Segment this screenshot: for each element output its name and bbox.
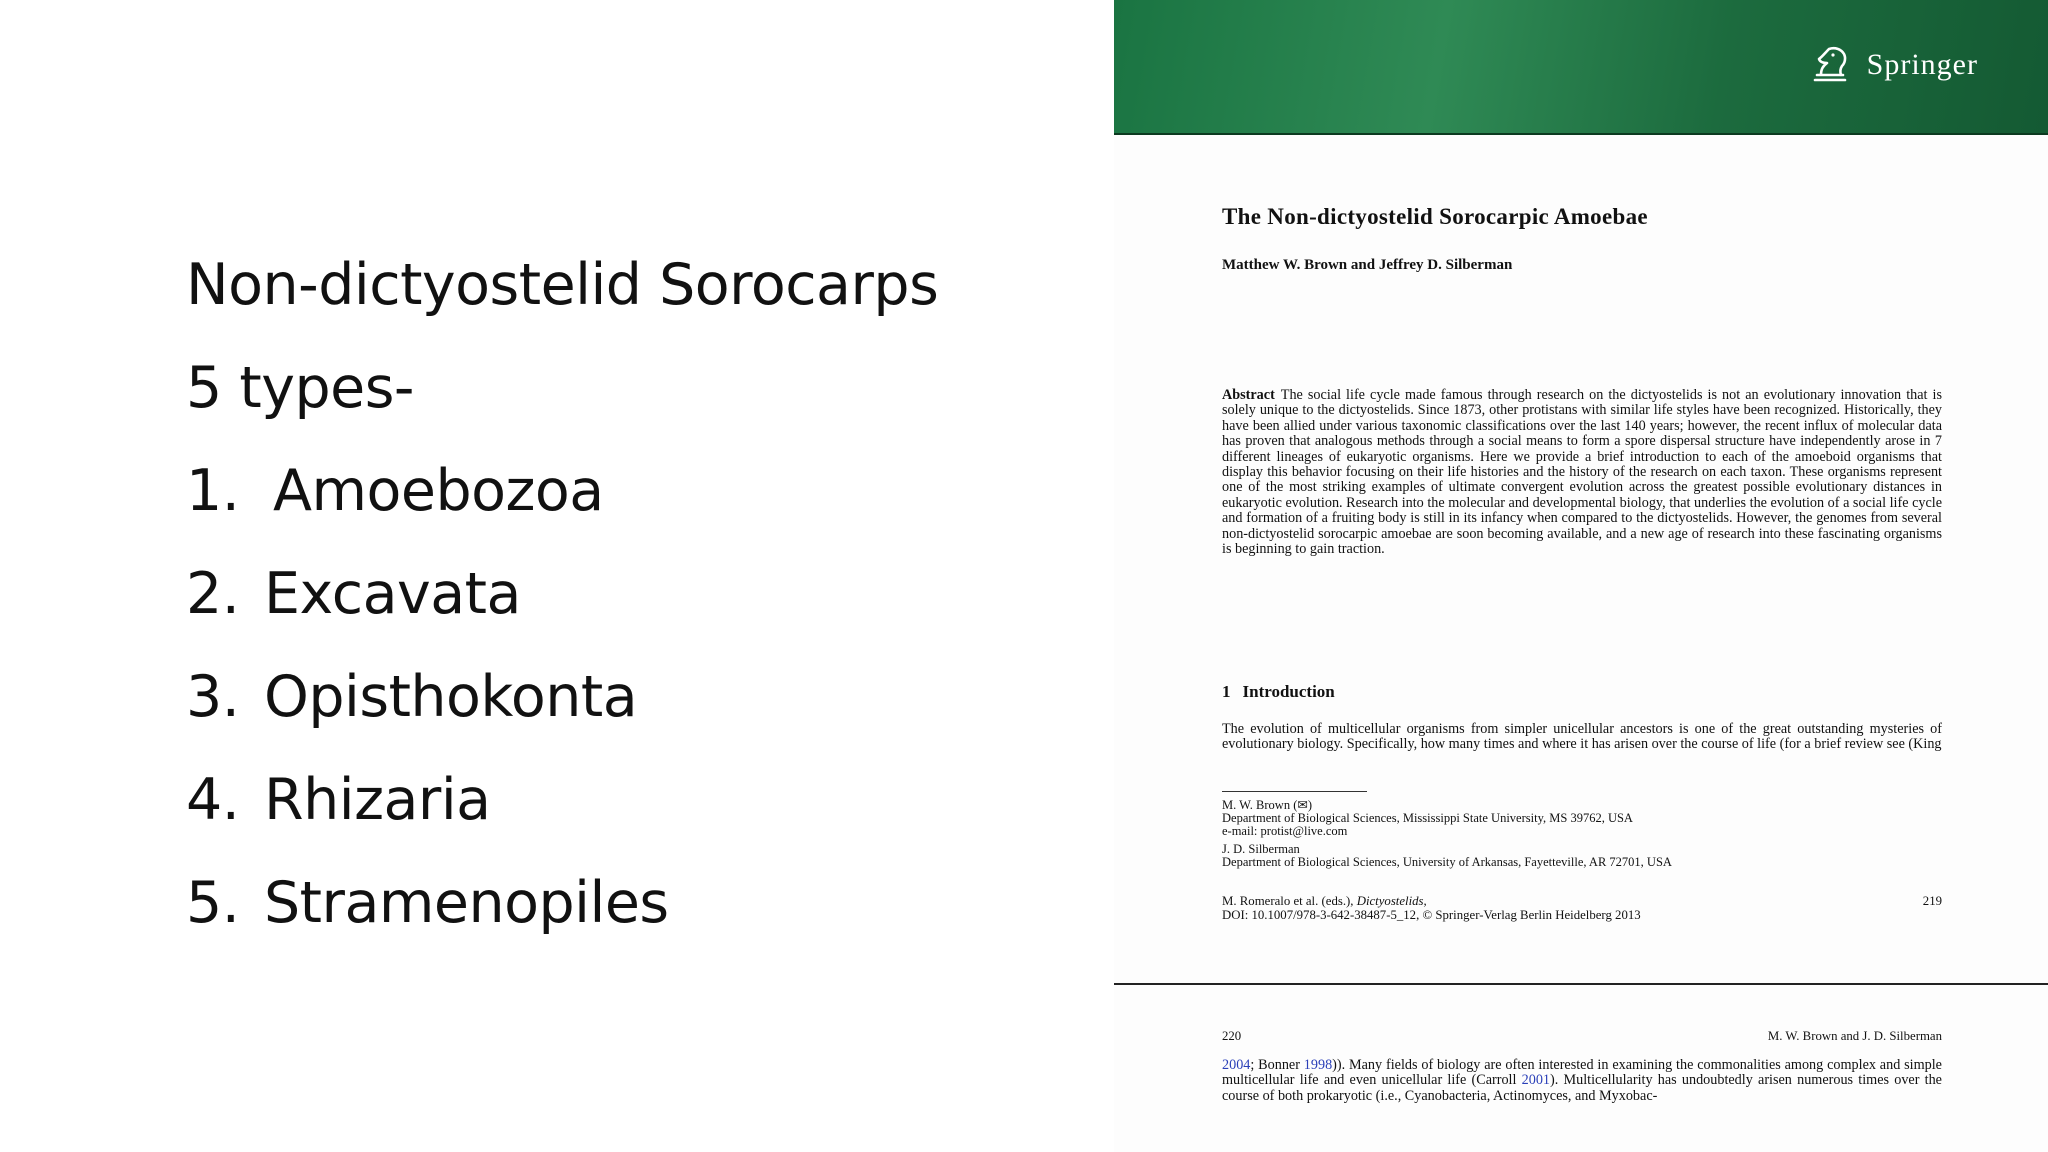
citation-link[interactable]: 1998	[1303, 1057, 1333, 1073]
slide-heading: Non-dictyostelid Sorocarps	[186, 252, 939, 318]
paragraph-text: ; Bonner	[1250, 1057, 1304, 1073]
list-item-number: 1.	[186, 458, 240, 524]
chess-knight-icon	[1807, 44, 1857, 86]
footnote-author1-email: e-mail: protist@live.com	[1222, 824, 1348, 838]
springer-logo	[1807, 44, 1978, 86]
paper-title: The Non-dictyostelid Sorocarpic Amoebae	[1222, 204, 1648, 229]
footnote-author2-affiliation: Department of Biological Sciences, University of Arkansas, Fayetteville, AR 72701, USA	[1222, 855, 1672, 869]
footnote-divider	[1222, 791, 1367, 792]
page-divider	[1114, 983, 2048, 985]
list-item-number: 4.	[186, 767, 240, 833]
page2-running-head: M. W. Brown and J. D. Silberman	[1767, 1029, 1942, 1043]
abstract-label: Abstract	[1222, 387, 1275, 403]
intro-paragraph: The evolution of multicellular organisms from simpler unicellular ancestors is one of the great outstanding mysteries of evolutionary biology. Specifically, how many times and where it has arisen over the course of life (for a brief review see (King	[1222, 721, 1942, 753]
paragraph-text: )). Many fields of biology are often interested in examining the commonalities among complex and simple multicellular life and even unicellular life (Carroll	[1222, 1057, 1942, 1089]
page2-header	[1222, 1029, 1942, 1044]
list-item-label: Amoebozoa	[273, 458, 604, 524]
paper-authors: Matthew W. Brown and Jeffrey D. Silberman	[1222, 257, 1513, 273]
list-item-number: 2.	[186, 561, 240, 627]
page2-number: 220	[1222, 1029, 1242, 1043]
section-number: 1	[1222, 682, 1231, 701]
book-citation	[1222, 894, 1942, 922]
citation-book-title: Dictyostelids,	[1356, 894, 1427, 908]
citation-link[interactable]: 2001	[1521, 1072, 1551, 1089]
slide-subheading: 5 types-	[186, 355, 414, 421]
paragraph-text: ). Multicellularity has undoubtedly arisen numerous times over the course of both prokaryotic (i.e., Cyanobacteria, Actinomyces, and Myxobac-	[1222, 1072, 1942, 1104]
list-item	[186, 662, 637, 732]
list-item	[186, 765, 491, 835]
list-item-label: Excavata	[264, 561, 521, 627]
list-item	[186, 559, 521, 629]
page-number: 219	[1922, 894, 1942, 908]
list-item-number: 3.	[186, 664, 240, 730]
citation-doi: DOI: 10.1007/978-3-642-38487-5_12, © Springer-Verlag Berlin Heidelberg 2013	[1222, 908, 1641, 922]
footnote-author2-name: J. D. Silberman	[1222, 842, 1300, 856]
list-item-label: Opisthokonta	[264, 664, 638, 730]
citation-editors: M. Romeralo et al. (eds.),	[1222, 894, 1354, 908]
citation-link[interactable]: 2004	[1222, 1057, 1251, 1073]
section-heading	[1222, 682, 1335, 702]
springer-wordmark: Springer	[1866, 48, 1978, 81]
citation-line-1	[1222, 894, 1942, 908]
section-title: Introduction	[1242, 682, 1335, 701]
list-item-number: 5.	[186, 870, 240, 936]
list-item	[186, 456, 604, 526]
abstract-text: The social life cycle made famous through research on the dictyostelids is not an evolutionary innovation that is solely unique to the dictyostelids. Since 1873, other protistans with similar life styles have been recognized. Historically, they have been allied under various taxonomic classifications over the last 140 years; however, the recent influx of molecular data has proven that analogous methods through a social means to form a spore dispersal structure have independently arose in 7 different lineages of eukaryotic organisms. Here we provide a brief introduction to each of the amoeboid organisms that display this behavior focusing on their life histories and the history of the research on each taxon. These organisms represent one of the most striking examples of ultimate convergent evolution across the greatest possible evolutionary distances in eukaryotic evolution. Research into the molecular and developmental biology, that underlies the evolution of a social life cycle and formation of a fruiting body is still in its infancy when compared to the dictyostelids. However, the genomes from several non-dictyostelid sorocarpic amoebae are soon becoming available, and a new age of research into these fascinating organisms is beginning to gain traction.	[1222, 387, 1942, 558]
paper-screenshot	[1114, 0, 2048, 1152]
list-item	[186, 868, 669, 938]
footnote-author1-name: M. W. Brown (✉)	[1222, 798, 1312, 812]
springer-header-band	[1114, 0, 2048, 135]
abstract	[1222, 388, 1942, 557]
footnote-author1-affiliation: Department of Biological Sciences, Mississippi State University, MS 39762, USA	[1222, 811, 1633, 825]
list-item-label: Stramenopiles	[264, 870, 669, 936]
page2-paragraph	[1222, 1058, 1942, 1104]
list-item-label: Rhizaria	[264, 767, 491, 833]
